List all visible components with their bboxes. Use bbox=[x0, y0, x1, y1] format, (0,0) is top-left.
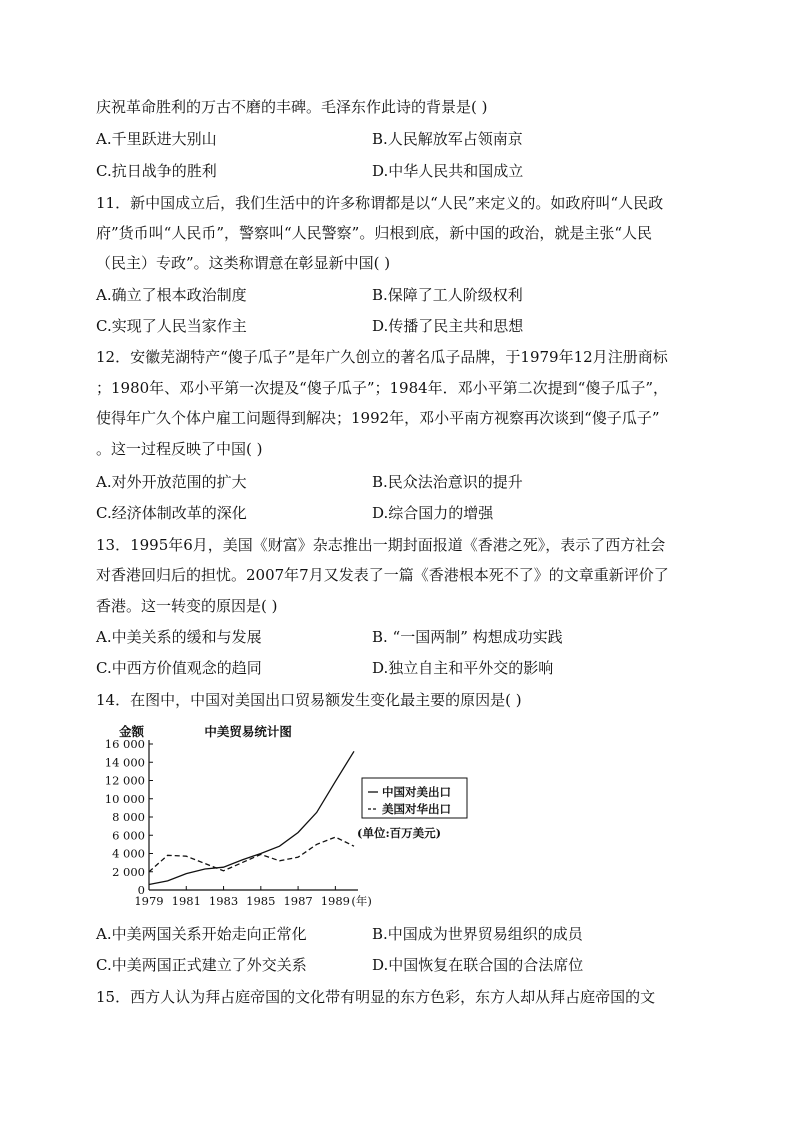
q10-stem-line: 庆祝革命胜利的万古不磨的丰碑。毛泽东作此诗的背景是( ) bbox=[96, 98, 488, 116]
q12-option-a[interactable]: A.对外开放范围的扩大 bbox=[96, 473, 247, 491]
q14-option-c[interactable]: C.中美两国正式建立了外交关系 bbox=[96, 956, 307, 974]
x-axis-unit: (年) bbox=[351, 894, 372, 908]
y-tick-label: 4 000 bbox=[112, 846, 145, 861]
legend-label: 中国对美出口 bbox=[382, 785, 451, 799]
series-line-1 bbox=[149, 751, 354, 884]
q11-stem-line-3: （民主）专政”。这类称谓意在彰显新中国( ) bbox=[96, 254, 391, 272]
y-tick-label: 12 000 bbox=[104, 773, 145, 788]
q14-option-d[interactable]: D.中国恢复在联合国的合法席位 bbox=[372, 956, 584, 974]
q13-option-c[interactable]: C.中西方价值观念的趋同 bbox=[96, 659, 262, 677]
x-tick-label: 1987 bbox=[283, 894, 313, 908]
q13-option-a[interactable]: A.中美关系的缓和与发展 bbox=[96, 628, 262, 646]
q13-stem-line-3: 香港。这一转变的原因是( ) bbox=[96, 597, 278, 615]
chart-axes bbox=[149, 740, 358, 890]
q11-option-d[interactable]: D.传播了民主共和思想 bbox=[372, 317, 524, 335]
q14-option-a[interactable]: A.中美两国关系开始走向正常化 bbox=[96, 925, 307, 943]
x-tick-label: 1985 bbox=[246, 894, 276, 908]
q14-stem-line: 14．在图中，中国对美国出口贸易额发生变化最主要的原因是( ) bbox=[96, 691, 522, 709]
chart-title: 中美贸易统计图 bbox=[204, 724, 292, 739]
y-tick-label: 0 bbox=[137, 883, 145, 897]
legend-label: 美国对华出口 bbox=[382, 802, 451, 816]
y-axis-label: 金额 bbox=[119, 724, 145, 739]
y-tick-label: 2 000 bbox=[112, 864, 145, 879]
q12-option-d[interactable]: D.综合国力的增强 bbox=[372, 504, 494, 522]
q10-option-a[interactable]: A.千里跃进大别山 bbox=[96, 130, 217, 148]
x-tick-label: 1981 bbox=[171, 894, 201, 908]
q13-stem-line-1: 13．1995年6月，美国《财富》杂志推出一期封面报道《香港之死》，表示了西方社会 bbox=[96, 536, 666, 554]
chart-marks bbox=[149, 751, 354, 884]
q12-stem-line-2: ；1980年、邓小平第一次提及“傻子瓜子”；1984年．邓小平第二次提到“傻子瓜子”， bbox=[96, 379, 669, 397]
x-tick-label: 1979 bbox=[134, 894, 164, 908]
q12-stem-line-4: 。这一过程反映了中国( ) bbox=[96, 440, 263, 458]
q14-option-b[interactable]: B.中国成为世界贸易组织的成员 bbox=[372, 925, 583, 943]
y-tick-label: 8 000 bbox=[112, 810, 145, 824]
y-tick-label: 16 000 bbox=[104, 737, 145, 751]
q13-option-b[interactable]: B. “一国两制” 构想成功实践 bbox=[372, 628, 563, 646]
x-tick-label: 1983 bbox=[208, 894, 239, 908]
q11-option-a[interactable]: A.确立了根本政治制度 bbox=[96, 286, 247, 304]
q11-stem-line-2: 府”货币叫“人民币”，警察叫“人民警察”。归根到底，新中国的政治，就是主张“人民 bbox=[96, 224, 653, 242]
unit-note: (单位:百万美元) bbox=[357, 826, 442, 840]
chart-labels bbox=[105, 724, 467, 908]
q11-option-b[interactable]: B.保障了工人阶级权利 bbox=[372, 286, 523, 304]
q11-option-c[interactable]: C.实现了人民当家作主 bbox=[96, 317, 247, 335]
trade-chart bbox=[92, 718, 482, 918]
q13-option-d[interactable]: D.独立自主和平外交的影响 bbox=[372, 659, 554, 677]
q11-stem-line-1: 11．新中国成立后，我们生活中的许多称谓都是以“人民”来定义的。如政府叫“人民政 bbox=[96, 194, 664, 212]
y-tick-label: 10 000 bbox=[104, 791, 145, 806]
x-tick-label: 1989 bbox=[320, 894, 351, 908]
q10-option-c[interactable]: C.抗日战争的胜利 bbox=[96, 162, 217, 180]
y-tick-label: 6 000 bbox=[112, 828, 145, 843]
y-tick-label: 14 000 bbox=[104, 755, 145, 770]
q12-stem-line-3: 使得年广久个体户雇工问题得到解决；1992年，邓小平南方视察再次谈到“傻子瓜子” bbox=[96, 409, 660, 427]
q12-option-b[interactable]: B.民众法治意识的提升 bbox=[372, 473, 523, 491]
q15-stem-line: 15．西方人认为拜占庭帝国的文化带有明显的东方色彩，东方人却从拜占庭帝国的文 bbox=[96, 988, 656, 1006]
q10-option-b[interactable]: B.人民解放军占领南京 bbox=[372, 130, 523, 148]
series-line-2 bbox=[149, 837, 354, 872]
q13-stem-line-2: 对香港回归后的担忧。2007年7月又发表了一篇《香港根本死不了》的文章重新评价了 bbox=[96, 566, 669, 584]
q10-option-d[interactable]: D.中华人民共和国成立 bbox=[372, 162, 524, 180]
q12-stem-line-1: 12．安徽芜湖特产“傻子瓜子”是年广久创立的著名瓜子品牌，于1979年12月注册商标 bbox=[96, 348, 668, 366]
q12-option-c[interactable]: C.经济体制改革的深化 bbox=[96, 504, 247, 522]
